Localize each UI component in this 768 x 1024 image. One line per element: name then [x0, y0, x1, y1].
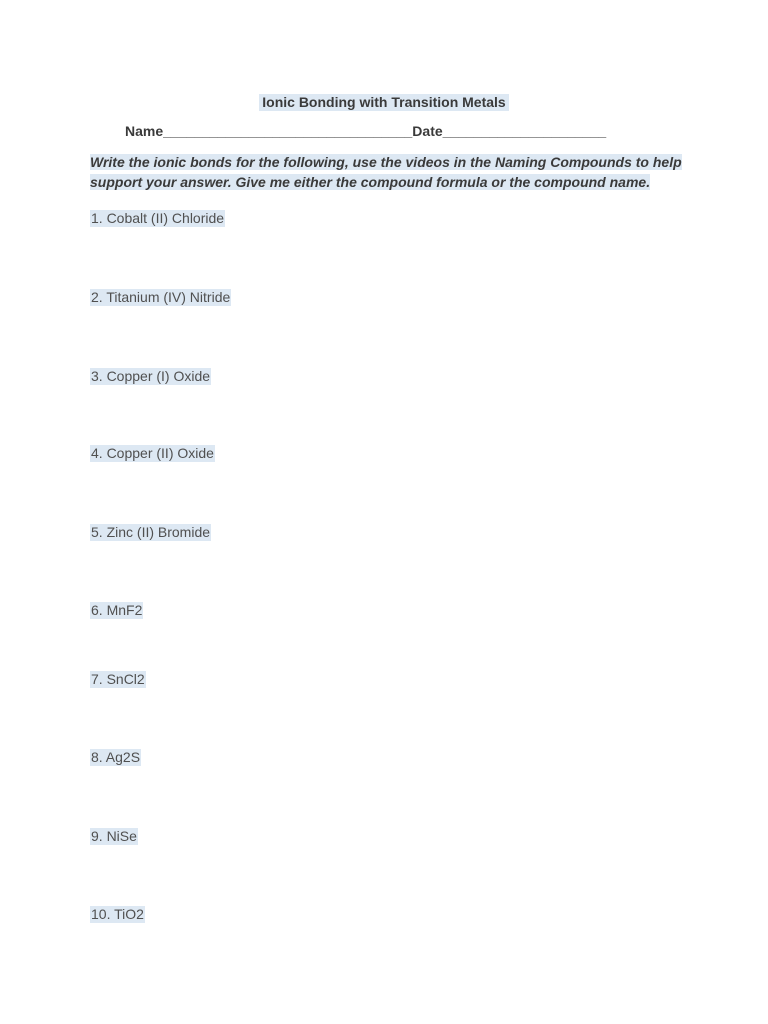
question-item: [90, 445, 215, 462]
question-item: [90, 368, 211, 385]
question-text: 1. Cobalt (II) Chloride: [91, 210, 225, 226]
worksheet-title-text: Ionic Bonding with Transition Metals: [259, 94, 508, 111]
question-text: 4. Copper (II) Oxide: [91, 445, 214, 461]
question-item: [90, 671, 146, 688]
question-text: 7. SnCl2: [91, 671, 145, 687]
question-text: 3. Copper (I) Oxide: [91, 368, 211, 384]
instructions-text: Write the ionic bonds for the following, use the videos in the Naming Compounds to help support your answer. Give me either the compound formula or the compound name.: [90, 154, 682, 190]
question-item: [90, 749, 141, 766]
name-blank[interactable]: ________________________________: [163, 123, 413, 139]
question-item: [90, 210, 225, 227]
question-text: 6. MnF2: [91, 602, 143, 618]
question-item: [90, 906, 145, 923]
instructions: [90, 153, 690, 192]
question-item: [90, 524, 211, 541]
question-text: 10. TiO2: [91, 906, 144, 922]
worksheet-title: [0, 94, 768, 111]
question-item: [90, 828, 138, 845]
question-text: 5. Zinc (II) Bromide: [91, 524, 211, 540]
question-text: 2. Titanium (IV) Nitride: [91, 289, 231, 305]
name-date-line: [125, 123, 606, 140]
question-item: [90, 289, 231, 306]
question-item: [90, 602, 143, 619]
date-label: Date: [412, 123, 443, 139]
name-label: Name: [125, 123, 164, 139]
question-text: 8. Ag2S: [91, 749, 141, 765]
date-blank[interactable]: _____________________: [442, 123, 607, 139]
question-text: 9. NiSe: [91, 828, 137, 844]
